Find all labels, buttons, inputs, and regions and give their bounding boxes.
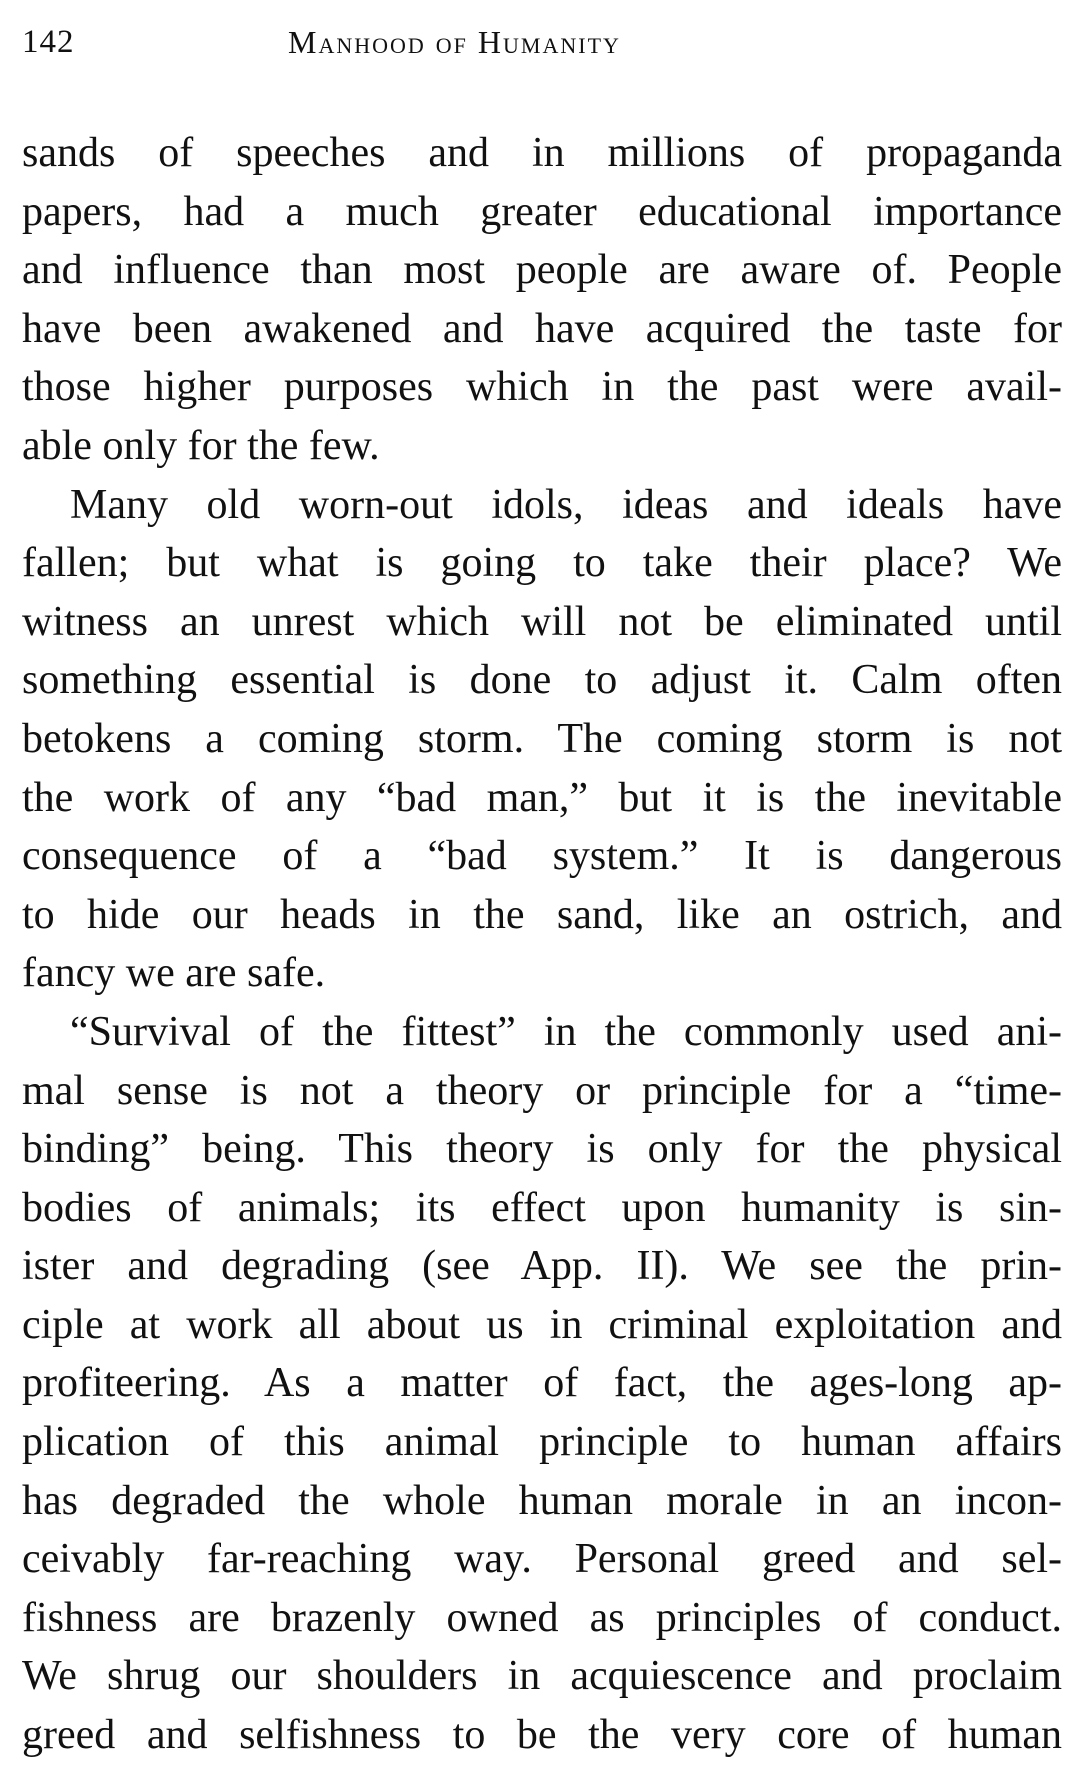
text-line: plication of this animal principle to human affairs — [22, 1419, 1062, 1466]
text-line: profiteering. As a matter of fact, the ages-long ap- — [22, 1360, 1062, 1407]
body-text — [22, 124, 1062, 1765]
page-header — [22, 18, 1062, 78]
text-line: greed and selfishness to be the very core of human — [22, 1712, 1062, 1759]
paragraph — [22, 124, 1062, 476]
text-line: consequence of a “bad system.” It is dangerous — [22, 833, 1062, 880]
text-line: fishness are brazenly owned as principles of conduct. — [22, 1594, 1062, 1641]
book-page — [22, 18, 1062, 1765]
text-line: has degraded the whole human morale in an incon- — [22, 1477, 1062, 1524]
text-line: the work of any “bad man,” but it is the inevitable — [22, 774, 1062, 821]
text-line: binding” being. This theory is only for the physical — [22, 1126, 1062, 1173]
text-line: fancy we are safe. — [22, 950, 326, 997]
text-line: those higher purposes which in the past were avail- — [22, 364, 1062, 411]
text-line: and influence than most people are aware of. People — [22, 247, 1062, 294]
text-line: mal sense is not a theory or principle for a “time- — [22, 1067, 1062, 1114]
running-head: Manhood of Humanity — [288, 24, 621, 60]
text-line: betokens a coming storm. The coming storm is not — [22, 715, 1062, 762]
text-line: witness an unrest which will not be eliminated until — [22, 598, 1062, 645]
page-number: 142 — [22, 24, 75, 60]
text-line: something essential is done to adjust it. Calm often — [22, 657, 1062, 704]
text-line: to hide our heads in the sand, like an ostrich, and — [22, 891, 1062, 938]
text-line: bodies of animals; its effect upon humanity is sin- — [22, 1184, 1062, 1231]
paragraph — [22, 476, 1062, 1003]
text-line: “Survival of the fittest” in the commonly used ani- — [70, 1008, 1062, 1055]
text-line: ciple at work all about us in criminal exploitation and — [22, 1301, 1062, 1348]
paragraph — [22, 1003, 1062, 1765]
text-line: fallen; but what is going to take their place? We — [22, 540, 1062, 587]
text-line: ister and degrading (see App. II). We see the prin- — [22, 1243, 1062, 1290]
text-line: ceivably far-reaching way. Personal greed and sel- — [22, 1536, 1062, 1583]
text-line: papers, had a much greater educational importance — [22, 188, 1062, 235]
text-line: sands of speeches and in millions of propaganda — [22, 130, 1062, 176]
text-line: Many old worn-out idols, ideas and ideals have — [70, 481, 1062, 528]
text-line: able only for the few. — [22, 422, 380, 469]
text-line: have been awakened and have acquired the taste for — [22, 305, 1062, 352]
text-line: We shrug our shoulders in acquiescence and proclaim — [22, 1653, 1062, 1700]
